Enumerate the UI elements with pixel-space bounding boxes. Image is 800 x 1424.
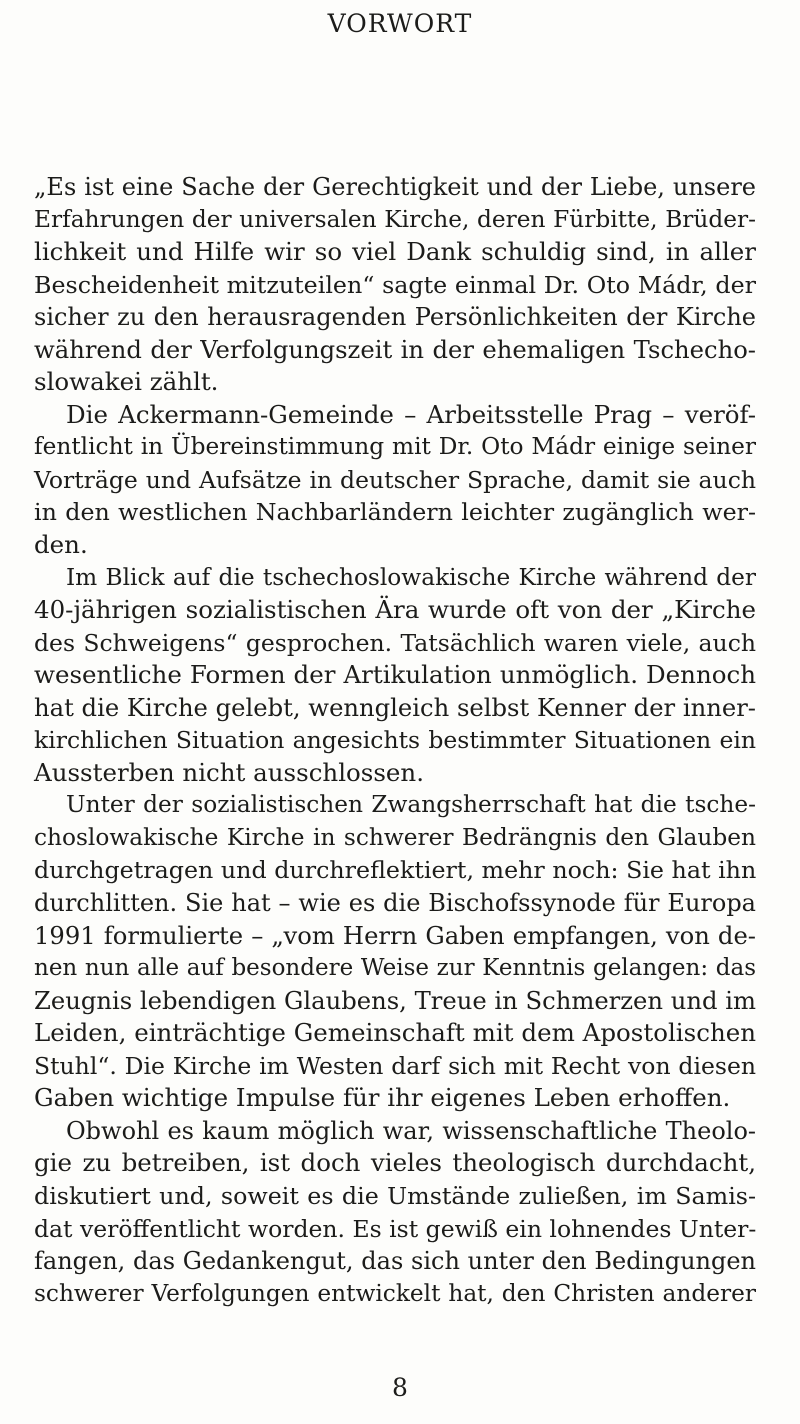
text-line: durchlitten. Sie hat – wie es die Bischofssynode für Europa [34,889,756,918]
text-line: während der Verfolgungszeit in der ehemaligen Tschecho- [34,334,756,364]
text-line: gie zu betreiben, ist doch vieles theologisch durchdacht, [34,1148,756,1178]
text-line: Die Ackermann-Gemeinde – Arbeitsstelle Prag – veröf- [66,399,756,429]
text-line: 40-jährigen sozialistischen Ära wurde oft von der „Kirche [34,595,756,625]
text-line: diskutiert und, soweit es die Umstände zuließen, im Samis- [34,1181,756,1210]
text-line: fentlicht in Übereinstimmung mit Dr. Oto Mádr einige seiner [34,433,756,461]
text-line: Leiden, einträchtige Gemeinschaft mit dem Apostolischen [34,1018,756,1048]
text-line: Unter der sozialistischen Zwangsherrschaft hat die tsche- [66,791,756,819]
text-line: „Es ist eine Sache der Gerechtigkeit und der Liebe, unsere [34,173,756,201]
text-line: nen nun alle auf besondere Weise zur Kenntnis gelangen: das [34,955,756,982]
text-line: Aussterben nicht ausschlossen. [34,757,425,787]
text-line: kirchlichen Situation angesichts bestimmter Situationen ein [34,726,756,755]
body-text [34,171,756,1310]
text-line: des Schweigens“ gesprochen. Tatsächlich waren viele, auch [34,628,756,657]
text-line: Stuhl“. Die Kirche im Westen darf sich mit Recht von diesen [34,1051,756,1080]
text-line: hat die Kirche gelebt, wenngleich selbst Kenner der inner- [34,692,756,722]
text-line: Zeugnis lebendigen Glaubens, Treue in Schmerzen und im [34,985,756,1015]
text-line: den. [34,530,88,560]
text-line: Erfahrungen der universalen Kirche, deren Fürbitte, Brüder- [34,205,756,233]
text-line: slowakei zählt. [34,367,219,397]
text-line: Im Blick auf die tschechoslowakische Kirche während der [66,563,756,591]
text-line: dat veröffentlicht worden. Es ist gewiß ein lohnendes Unter- [34,1214,757,1243]
text-line: lichkeit und Hilfe wir so viel Dank schuldig sind, in aller [34,237,756,267]
text-line: wesentliche Formen der Artikulation unmöglich. Dennoch [34,660,756,690]
text-line: Obwohl es kaum möglich war, wissenschaftliche Theolo- [66,1116,756,1145]
text-line: schwerer Verfolgungen entwickelt hat, den Christen anderer [34,1279,756,1307]
text-line: fangen, das Gedankengut, das sich unter den Bedingungen [34,1247,756,1276]
text-line: choslowakische Kirche in schwerer Bedrängnis den Glauben [34,823,756,851]
text-line: Gaben wichtige Impulse für ihr eigenes Leben erhoffen. [34,1083,731,1113]
page-number: 8 [392,1373,408,1402]
text-line: Vorträge und Aufsätze in deutscher Sprache, damit sie auch [34,465,756,494]
text-line: sicher zu den herausragenden Persönlichkeiten der Kirche [34,303,756,332]
text-line: 1991 formulierte – „vom Herrn Gaben empfangen, von de- [34,920,756,950]
text-line: Bescheidenheit mitzuteilen“ sagte einmal Dr. Oto Mádr, der [34,270,756,299]
text-line: in den westlichen Nachbarländern leichter zugänglich wer- [34,498,756,527]
running-header: VORWORT [327,9,473,38]
text-line: durchgetragen und durchreflektiert, mehr noch: Sie hat ihn [34,856,757,885]
